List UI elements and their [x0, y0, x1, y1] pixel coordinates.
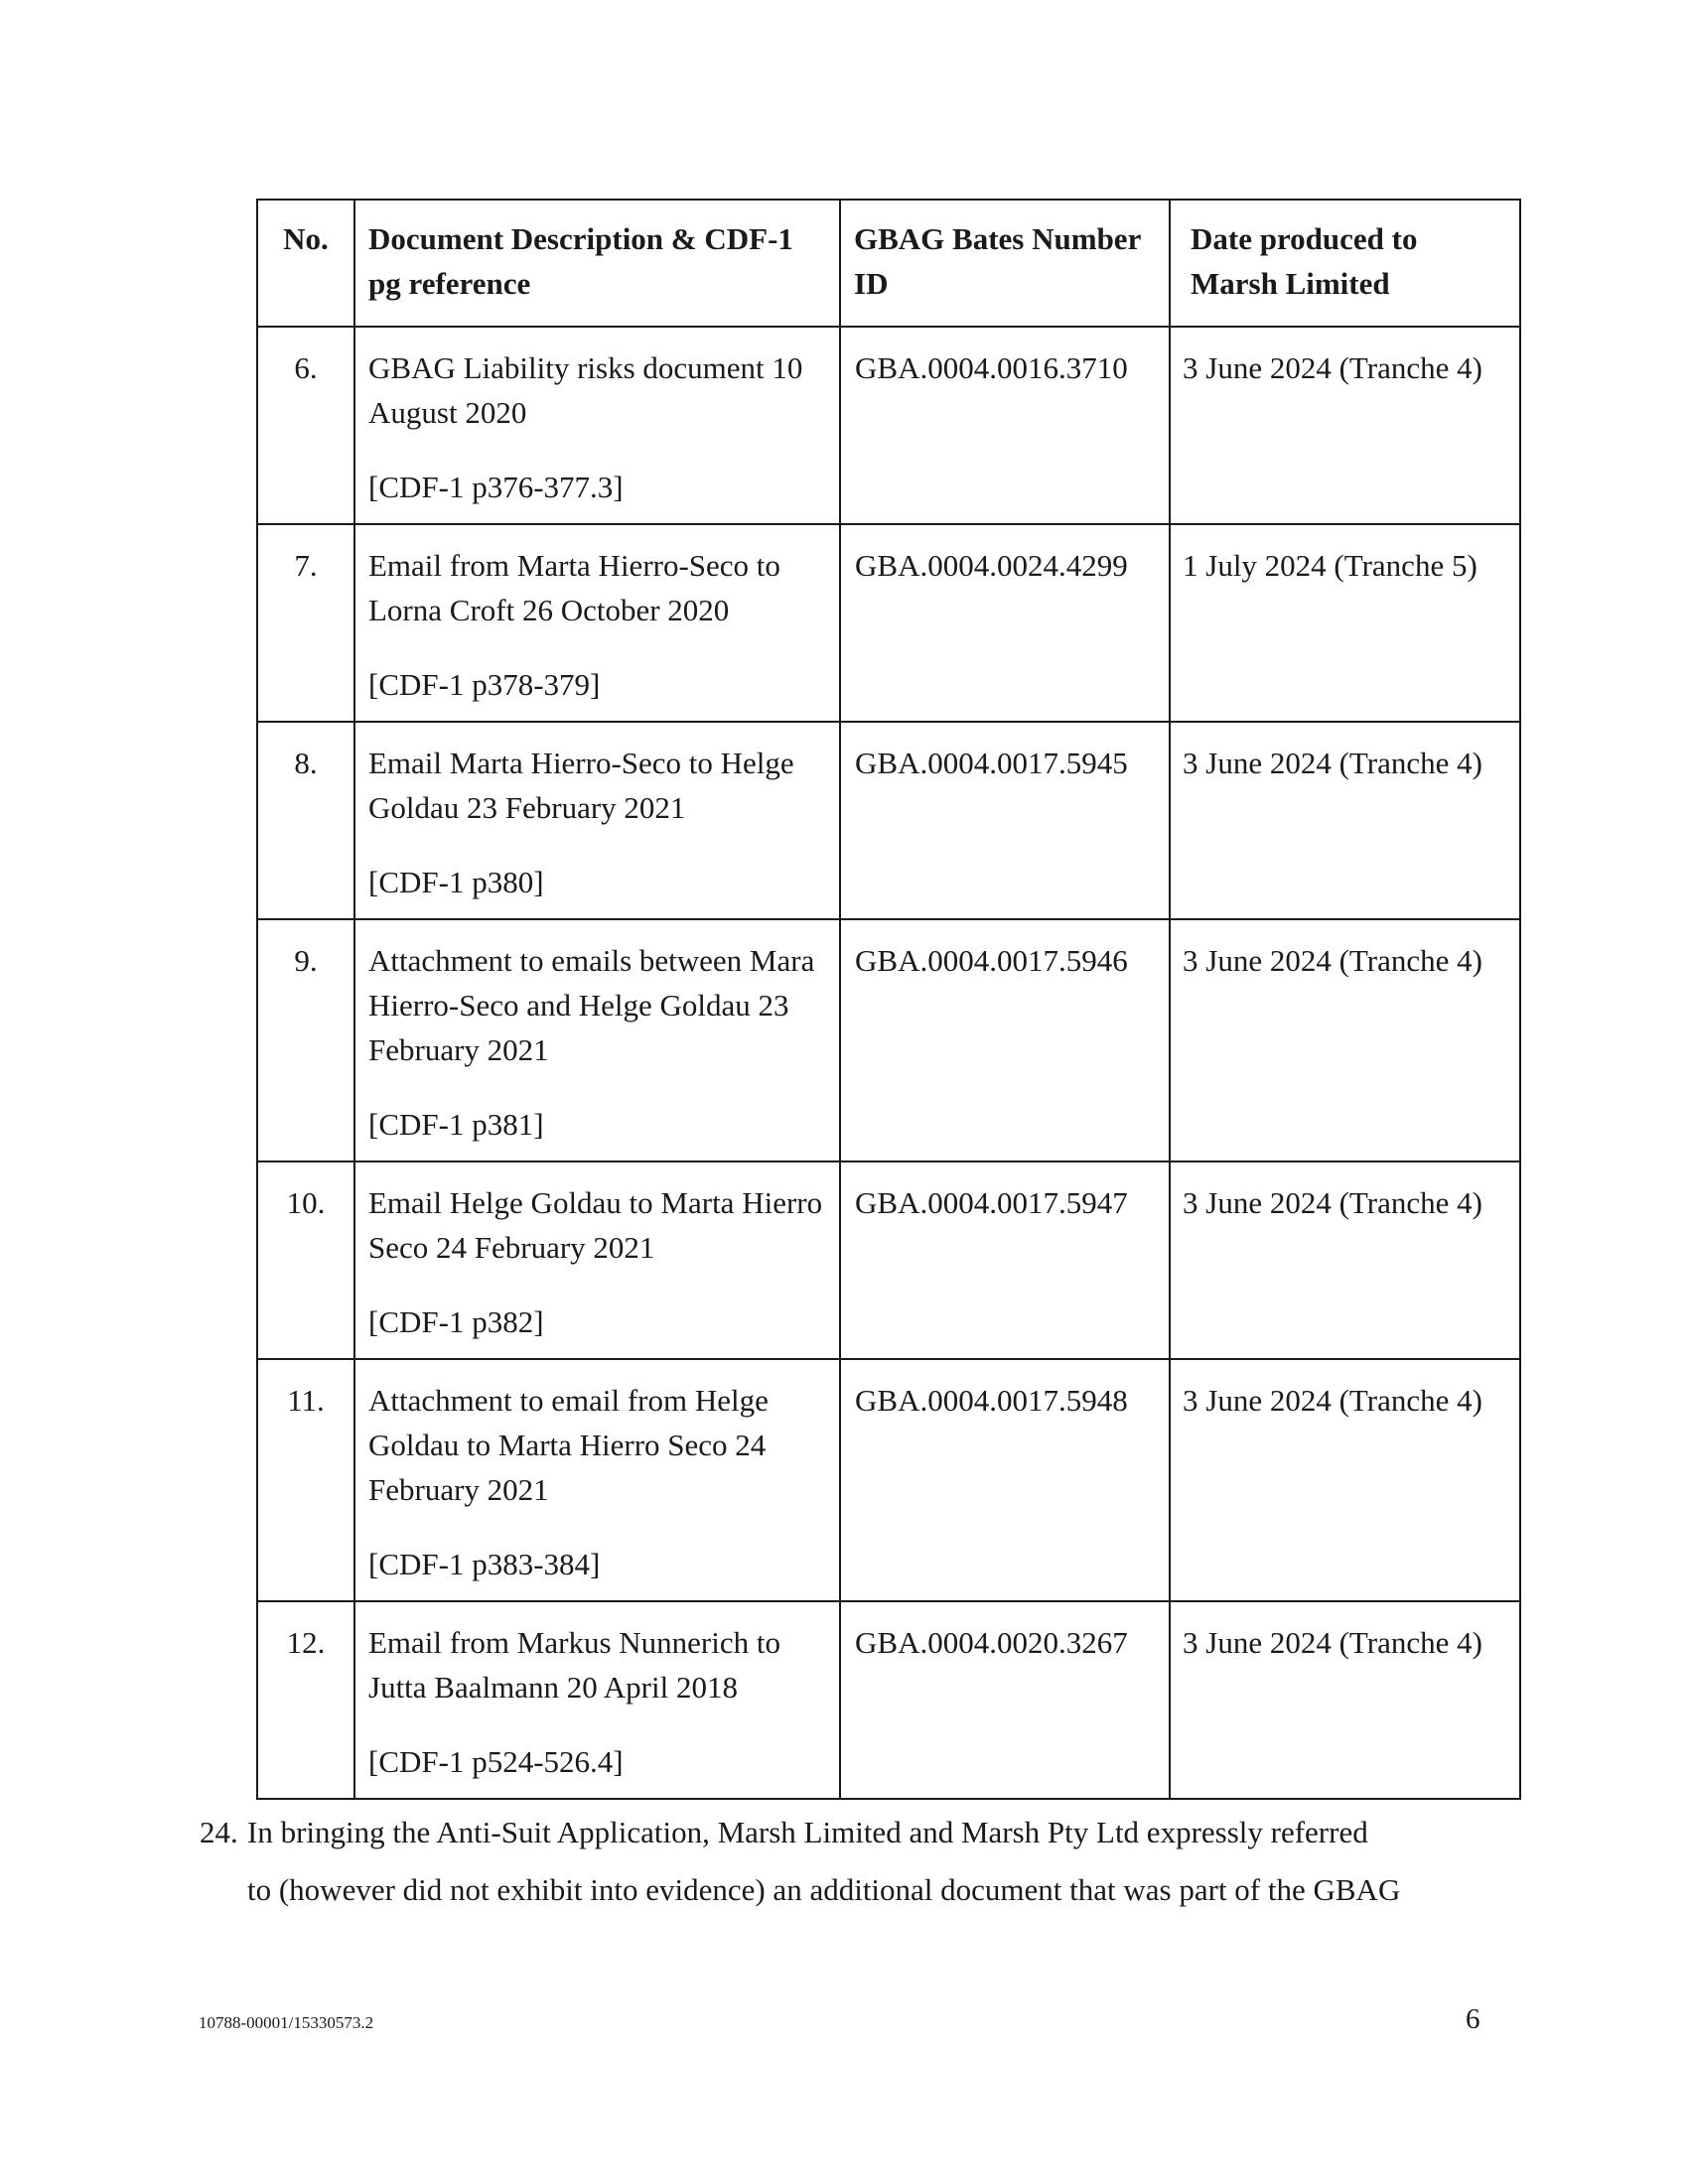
page-number: 6	[1466, 2003, 1480, 2035]
row-date: 1 July 2024 (Tranche 5)	[1170, 524, 1520, 722]
row-description: Attachment to email from Helge Goldau to Marta Hierro Seco 24 February 2021	[368, 1383, 769, 1507]
table-row	[257, 1359, 1520, 1601]
row-description-cell	[354, 327, 840, 524]
row-number: 12.	[257, 1601, 354, 1799]
row-description-cell	[354, 1161, 840, 1359]
row-reference: [CDF-1 p383-384]	[368, 1547, 601, 1581]
row-number: 8.	[257, 722, 354, 919]
row-number: 6.	[257, 327, 354, 524]
row-description: Email Helge Goldau to Marta Hierro Seco 24 February 2021	[368, 1185, 823, 1265]
table-header-row	[257, 200, 1520, 327]
row-number: 7.	[257, 524, 354, 722]
row-bates: GBA.0004.0017.5945	[840, 722, 1170, 919]
row-date: 3 June 2024 (Tranche 4)	[1170, 919, 1520, 1161]
header-date: Date produced to Marsh Limited	[1170, 200, 1520, 327]
table-row	[257, 524, 1520, 722]
row-date: 3 June 2024 (Tranche 4)	[1170, 1161, 1520, 1359]
row-bates: GBA.0004.0024.4299	[840, 524, 1170, 722]
header-description: Document Description & CDF-1 pg reference	[354, 200, 840, 327]
row-reference: [CDF-1 p524-526.4]	[368, 1744, 624, 1779]
table-row	[257, 1161, 1520, 1359]
row-reference: [CDF-1 p380]	[368, 865, 544, 899]
paragraph-text-line-1: In bringing the Anti-Suit Application, Marsh Limited and Marsh Pty Ltd expressly referred	[247, 1815, 1368, 1849]
paragraph-number: 24.	[200, 1815, 238, 1849]
table-row	[257, 722, 1520, 919]
row-bates: GBA.0004.0017.5946	[840, 919, 1170, 1161]
paragraph-text-line-2: to (however did not exhibit into evidence) an additional document that was part of the GBAG	[247, 1872, 1401, 1907]
row-date: 3 June 2024 (Tranche 4)	[1170, 327, 1520, 524]
table-row	[257, 919, 1520, 1161]
row-description-cell	[354, 919, 840, 1161]
row-number: 10.	[257, 1161, 354, 1359]
row-date: 3 June 2024 (Tranche 4)	[1170, 1359, 1520, 1601]
paragraph-line	[200, 1804, 1490, 1861]
row-description-cell	[354, 722, 840, 919]
row-description-cell	[354, 524, 840, 722]
header-bates: GBAG Bates Number ID	[840, 200, 1170, 327]
row-reference: [CDF-1 p381]	[368, 1107, 544, 1142]
row-description-cell	[354, 1359, 840, 1601]
row-description: Email from Marta Hierro-Seco to Lorna Croft 26 October 2020	[368, 548, 780, 627]
row-date: 3 June 2024 (Tranche 4)	[1170, 722, 1520, 919]
row-number: 11.	[257, 1359, 354, 1601]
table-row	[257, 327, 1520, 524]
table-row	[257, 1601, 1520, 1799]
row-number: 9.	[257, 919, 354, 1161]
row-description-cell	[354, 1601, 840, 1799]
paragraph-24	[200, 1804, 1490, 1919]
row-description: Email Marta Hierro-Seco to Helge Goldau 23 February 2021	[368, 746, 794, 825]
row-reference: [CDF-1 p378-379]	[368, 667, 601, 702]
header-no: No.	[257, 200, 354, 327]
row-bates: GBA.0004.0017.5947	[840, 1161, 1170, 1359]
row-description: GBAG Liability risks document 10 August 2020	[368, 350, 803, 430]
row-reference: [CDF-1 p382]	[368, 1304, 544, 1339]
row-reference: [CDF-1 p376-377.3]	[368, 470, 624, 504]
row-date: 3 June 2024 (Tranche 4)	[1170, 1601, 1520, 1799]
row-description: Attachment to emails between Mara Hierro-Seco and Helge Goldau 23 February 2021	[368, 943, 815, 1067]
documents-table	[256, 199, 1521, 1800]
row-description: Email from Markus Nunnerich to Jutta Baalmann 20 April 2018	[368, 1625, 780, 1705]
row-bates: GBA.0004.0016.3710	[840, 327, 1170, 524]
row-bates: GBA.0004.0020.3267	[840, 1601, 1170, 1799]
row-bates: GBA.0004.0017.5948	[840, 1359, 1170, 1601]
document-reference: 10788-00001/15330573.2	[199, 2013, 374, 2032]
